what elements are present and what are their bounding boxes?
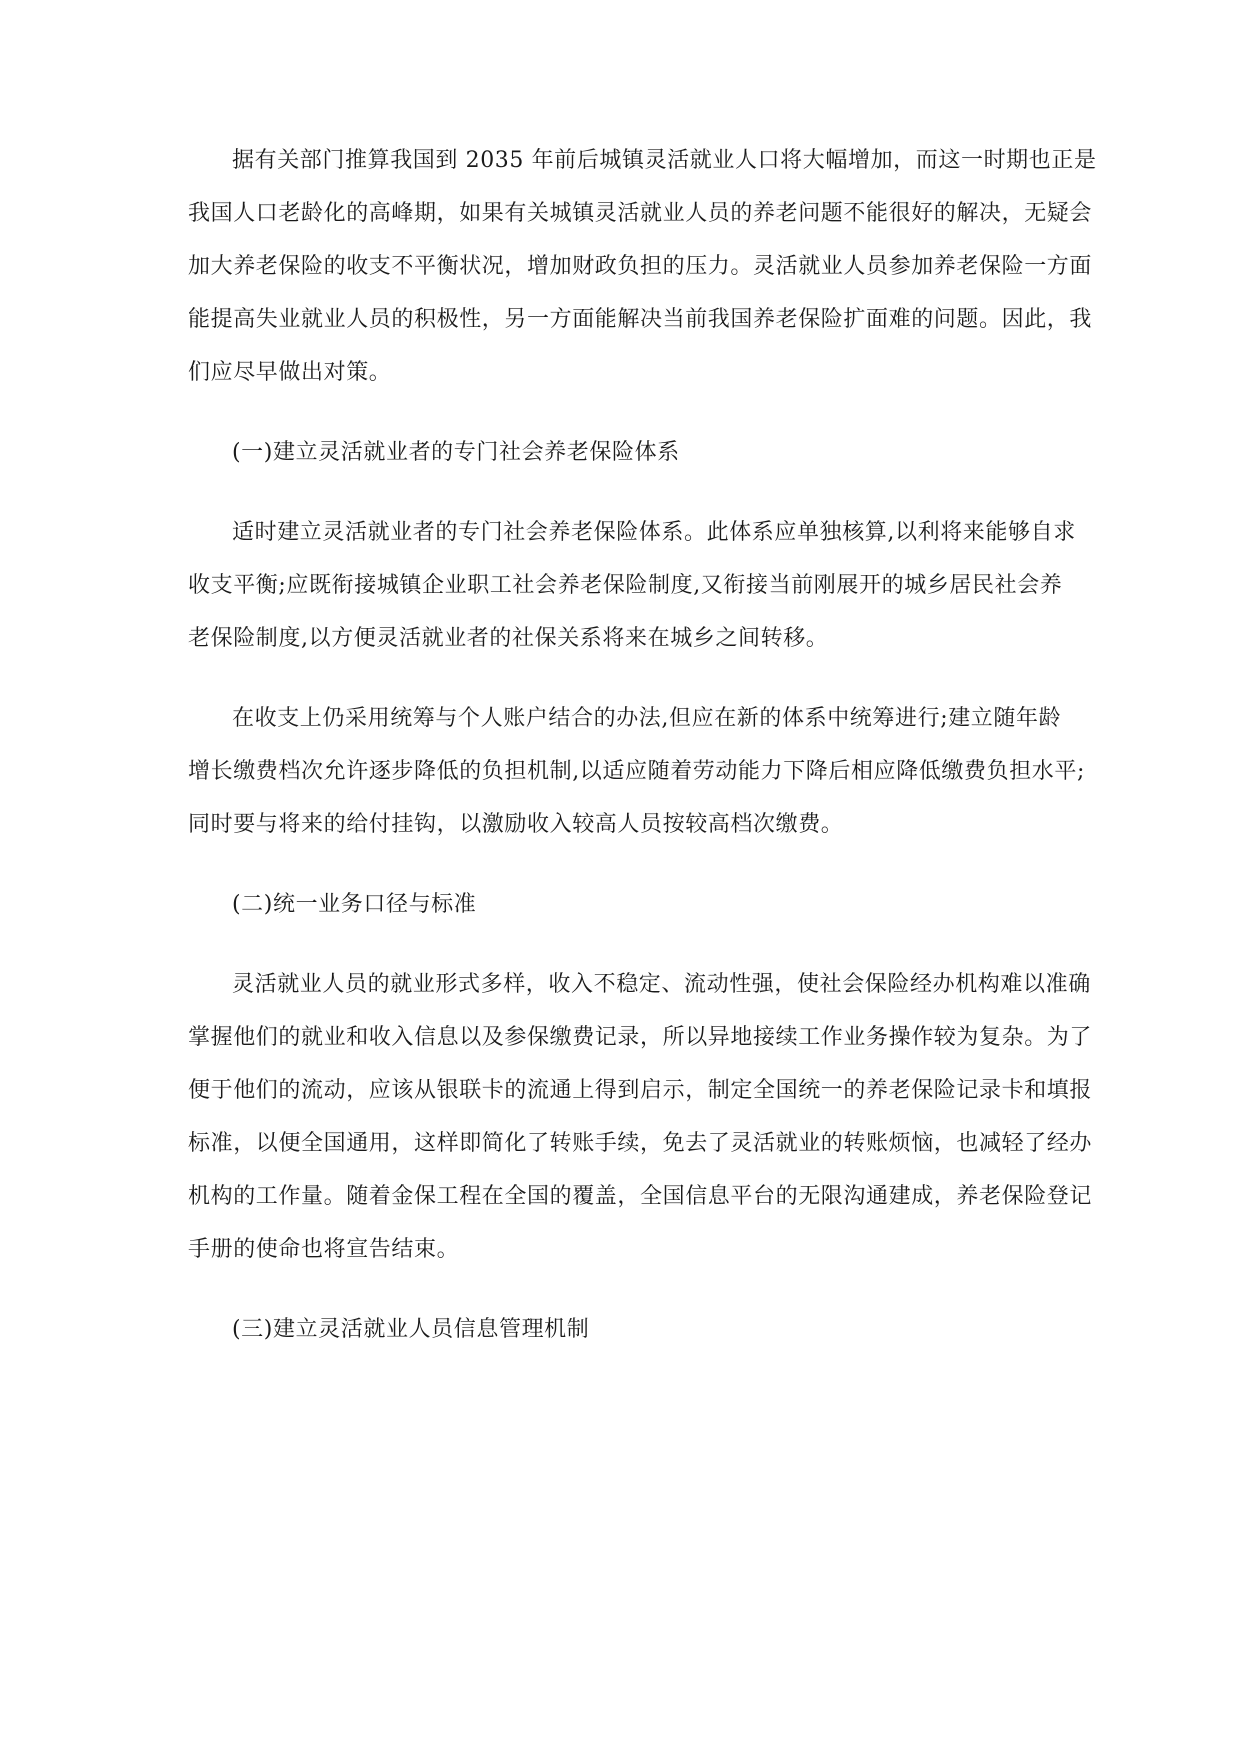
paragraph-1-line-4: 能提高失业就业人员的积极性，另一方面能解决当前我国养老保险扩面难的问题。因此，我 [188, 307, 1093, 332]
paragraph-1-line-1: 据有关部门推算我国到 2035 年前后城镇灵活就业人口将大幅增加，而这一时期也正是 [232, 148, 1097, 173]
paragraph-3-line-1: 在收支上仍采用统筹与个人账户结合的办法,但应在新的体系中统筹进行;建立随年龄 [232, 706, 1062, 731]
paragraph-4-line-2: 掌握他们的就业和收入信息以及参保缴费记录，所以异地接续工作业务操作较为复杂。为了 [188, 1025, 1093, 1050]
paragraph-2-line-3: 老保险制度,以方便灵活就业者的社保关系将来在城乡之间转移。 [188, 626, 829, 651]
paragraph-2-line-1: 适时建立灵活就业者的专门社会养老保险体系。此体系应单独核算,以利将来能够自求 [232, 520, 1076, 545]
paragraph-2-line-2: 收支平衡;应既衔接城镇企业职工社会养老保险制度,又衔接当前刚展开的城乡居民社会养 [188, 573, 1063, 598]
paragraph-1-line-5: 们应尽早做出对策。 [188, 360, 392, 385]
paragraph-4-line-4: 标准，以便全国通用，这样即简化了转账手续，免去了灵活就业的转账烦恼，也减轻了经办 [188, 1131, 1093, 1156]
paragraph-1-line-3: 加大养老保险的收支不平衡状况，增加财政负担的压力。灵活就业人员参加养老保险一方面 [188, 254, 1093, 279]
section-heading-2: (二)统一业务口径与标准 [232, 892, 477, 917]
paragraph-1-line-2: 我国人口老龄化的高峰期，如果有关城镇灵活就业人员的养老问题不能很好的解决，无疑会 [188, 201, 1093, 226]
paragraph-3-line-2: 增长缴费档次允许逐步降低的负担机制,以适应随着劳动能力下降后相应降低缴费负担水平; [188, 759, 1086, 784]
paragraph-4-line-6: 手册的使命也将宣告结束。 [188, 1237, 460, 1262]
paragraph-4-line-5: 机构的工作量。随着金保工程在全国的覆盖，全国信息平台的无限沟通建成，养老保险登记 [188, 1184, 1093, 1209]
paragraph-4-line-1: 灵活就业人员的就业形式多样，收入不稳定、流动性强，使社会保险经办机构难以准确 [232, 972, 1091, 997]
paragraph-4-line-3: 便于他们的流动，应该从银联卡的流通上得到启示，制定全国统一的养老保险记录卡和填报 [188, 1078, 1093, 1103]
section-heading-1: (一)建立灵活就业者的专门社会养老保险体系 [232, 440, 680, 465]
section-heading-3: (三)建立灵活就业人员信息管理机制 [232, 1317, 590, 1342]
paragraph-3-line-3: 同时要与将来的给付挂钩，以激励收入较高人员按较高档次缴费。 [188, 812, 844, 837]
